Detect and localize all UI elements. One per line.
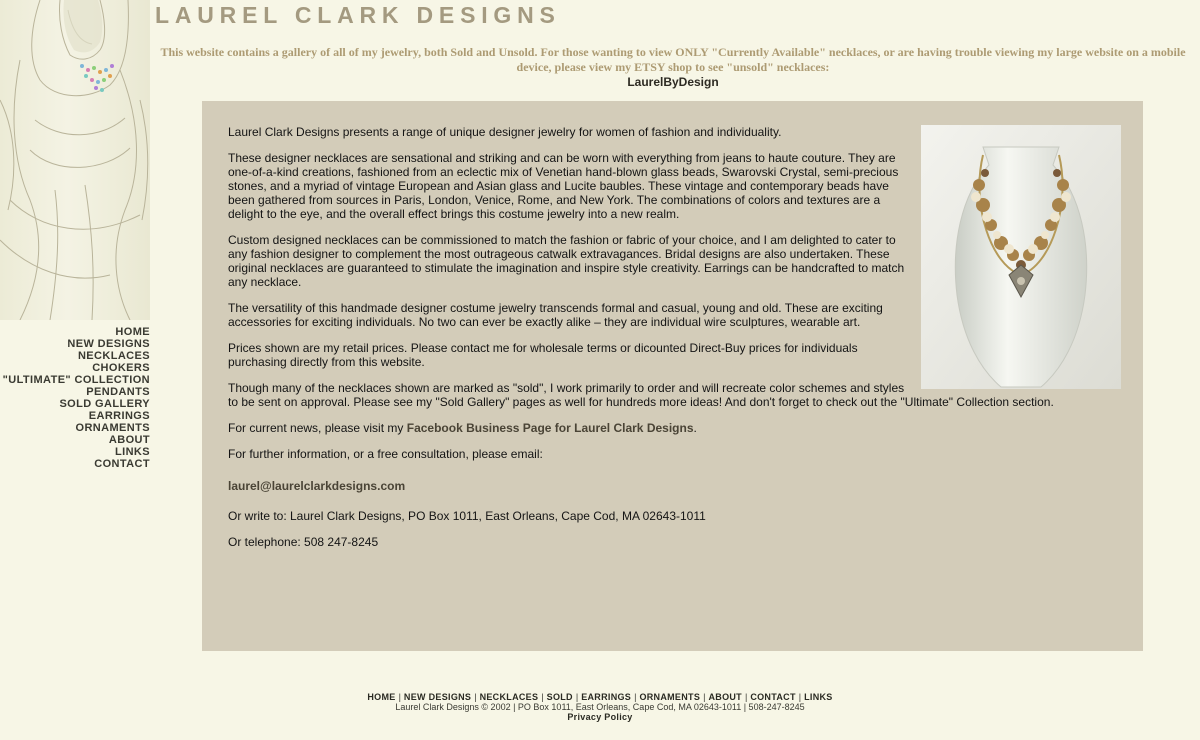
footer-link-ornaments[interactable]: ORNAMENTS [639, 692, 701, 702]
nav-home[interactable]: HOME [115, 326, 150, 338]
paragraph-necklaces: These designer necklaces are sensational and striking and can be worn with everything from jeans to haute couture. They are one-of-a-kind creations, fashioned from an eclectic mix of Venetian hand-blown glass beads, Swarovski Crystal, semi-precious stones, and a myriad of vintage European and Asian glass and Lucite baubles. These vintage and contemporary beads have been gathered from sources in Paris, London, Venice, Rome, and New York. The combinations of colors and textures are a delight to the eye, and the overall effect brings this costume jewelry into a new realm. [228, 151, 899, 221]
footer-link-about[interactable]: ABOUT [708, 692, 742, 702]
news-prefix: For current news, please visit my [228, 421, 407, 435]
nav-ornaments[interactable]: ORNAMENTS [75, 422, 150, 434]
footer-link-contact[interactable]: CONTACT [750, 692, 796, 702]
paragraph-news [228, 421, 1118, 435]
news-suffix: . [693, 421, 697, 435]
paragraph-intro: Laurel Clark Designs presents a range of unique designer jewelry for women of fashion and individuality. [228, 125, 782, 139]
necklace-sketch [80, 64, 114, 92]
necklace-on-vase-image [921, 125, 1121, 389]
email-link[interactable]: laurel@laurelclarkdesigns.com [228, 479, 406, 493]
content-body [228, 125, 1118, 561]
paragraph-phone: Or telephone: 508 247-8245 [228, 535, 379, 549]
footer-link-new-designs[interactable]: NEW DESIGNS [403, 692, 472, 702]
paragraph-prices: Prices shown are my retail prices. Please contact me for wholesale terms or dicounted Direct-Buy prices for individuals purchasing directly from this website. [228, 341, 858, 369]
sidebar-nav [0, 326, 150, 470]
woman-figure-drawing [0, 0, 150, 320]
paragraph-versatility: The versatility of this handmade designer costume jewelry transcends formal and casual, young and old. These are exciting accessories for exciting individuals. No two can ever be exactly alike – they are individual wire sculptures, wearable art. [228, 301, 883, 329]
intro-text: This website contains a gallery of all of my jewelry, both Sold and Unsold. For those wanting to view ONLY "Currently Available" necklaces, or are having trouble viewing my large website on a mobile device, please view my ETSY shop to see "unsold" necklaces: [160, 45, 1186, 74]
privacy-policy-link[interactable]: Privacy Policy [567, 712, 633, 722]
content-panel [202, 101, 1143, 651]
footer-link-sold[interactable]: SOLD [546, 692, 573, 702]
footer-link-home[interactable]: HOME [367, 692, 396, 702]
nav-chokers[interactable]: CHOKERS [92, 362, 150, 374]
footer-links: HOME | NEW DESIGNS | NECKLACES | SOLD | EARRINGS | ORNAMENTS | ABOUT | CONTACT | LINKS [367, 692, 833, 702]
paragraph-email [228, 479, 1118, 493]
nav-pendants[interactable]: PENDANTS [86, 386, 150, 398]
nav-sold-gallery[interactable]: SOLD GALLERY [59, 398, 150, 410]
nav-links[interactable]: LINKS [115, 446, 150, 458]
nav-necklaces[interactable]: NECKLACES [77, 350, 150, 362]
facebook-page-link[interactable]: Facebook Business Page for Laurel Clark Designs [406, 421, 694, 435]
paragraph-custom: Custom designed necklaces can be commissioned to match the fashion or fabric of your choice, and I am delighted to cater to any fashion designer to complement the most outrageous catwalk extravagances. Bridal designs are also undertaken. These original necklaces are guaranteed to stimulate the imagination and inspire style creativity. Earrings can be handcrafted to match any necklace. [228, 233, 905, 289]
nav-ultimate-collection[interactable]: "ULTIMATE" COLLECTION [2, 374, 150, 386]
etsy-shop-link[interactable]: LaurelByDesign [627, 75, 719, 89]
footer-link-earrings[interactable]: EARRINGS [581, 692, 632, 702]
paragraph-sold: Though many of the necklaces shown are marked as "sold", I work primarily to order and will recreate color schemes and styles to be sent on approval. Please see my "Sold Gallery" pages as well for hundreds more ideas! And don't forget to check out the "Ultimate" Collection section. [228, 381, 1054, 409]
nav-contact[interactable]: CONTACT [94, 458, 150, 470]
necklace-photo [921, 125, 1121, 389]
site-title: LAUREL CLARK DESIGNS [155, 2, 561, 28]
paragraph-email-intro: For further information, or a free consultation, please email: [228, 447, 543, 461]
footer-link-links[interactable]: LINKS [804, 692, 833, 702]
art-deco-illustration [0, 0, 150, 320]
footer-link-necklaces[interactable]: NECKLACES [479, 692, 539, 702]
nav-new-designs[interactable]: NEW DESIGNS [67, 338, 150, 350]
nav-about[interactable]: ABOUT [108, 434, 150, 446]
footer-info: Laurel Clark Designs © 2002 | PO Box 1011, East Orleans, Cape Cod, MA 02643-1011 | 508-247-8245 [395, 702, 805, 712]
footer [0, 692, 1200, 722]
paragraph-address: Or write to: Laurel Clark Designs, PO Box 1011, East Orleans, Cape Cod, MA 02643-1011 [228, 509, 706, 523]
nav-earrings[interactable]: EARRINGS [88, 410, 150, 422]
